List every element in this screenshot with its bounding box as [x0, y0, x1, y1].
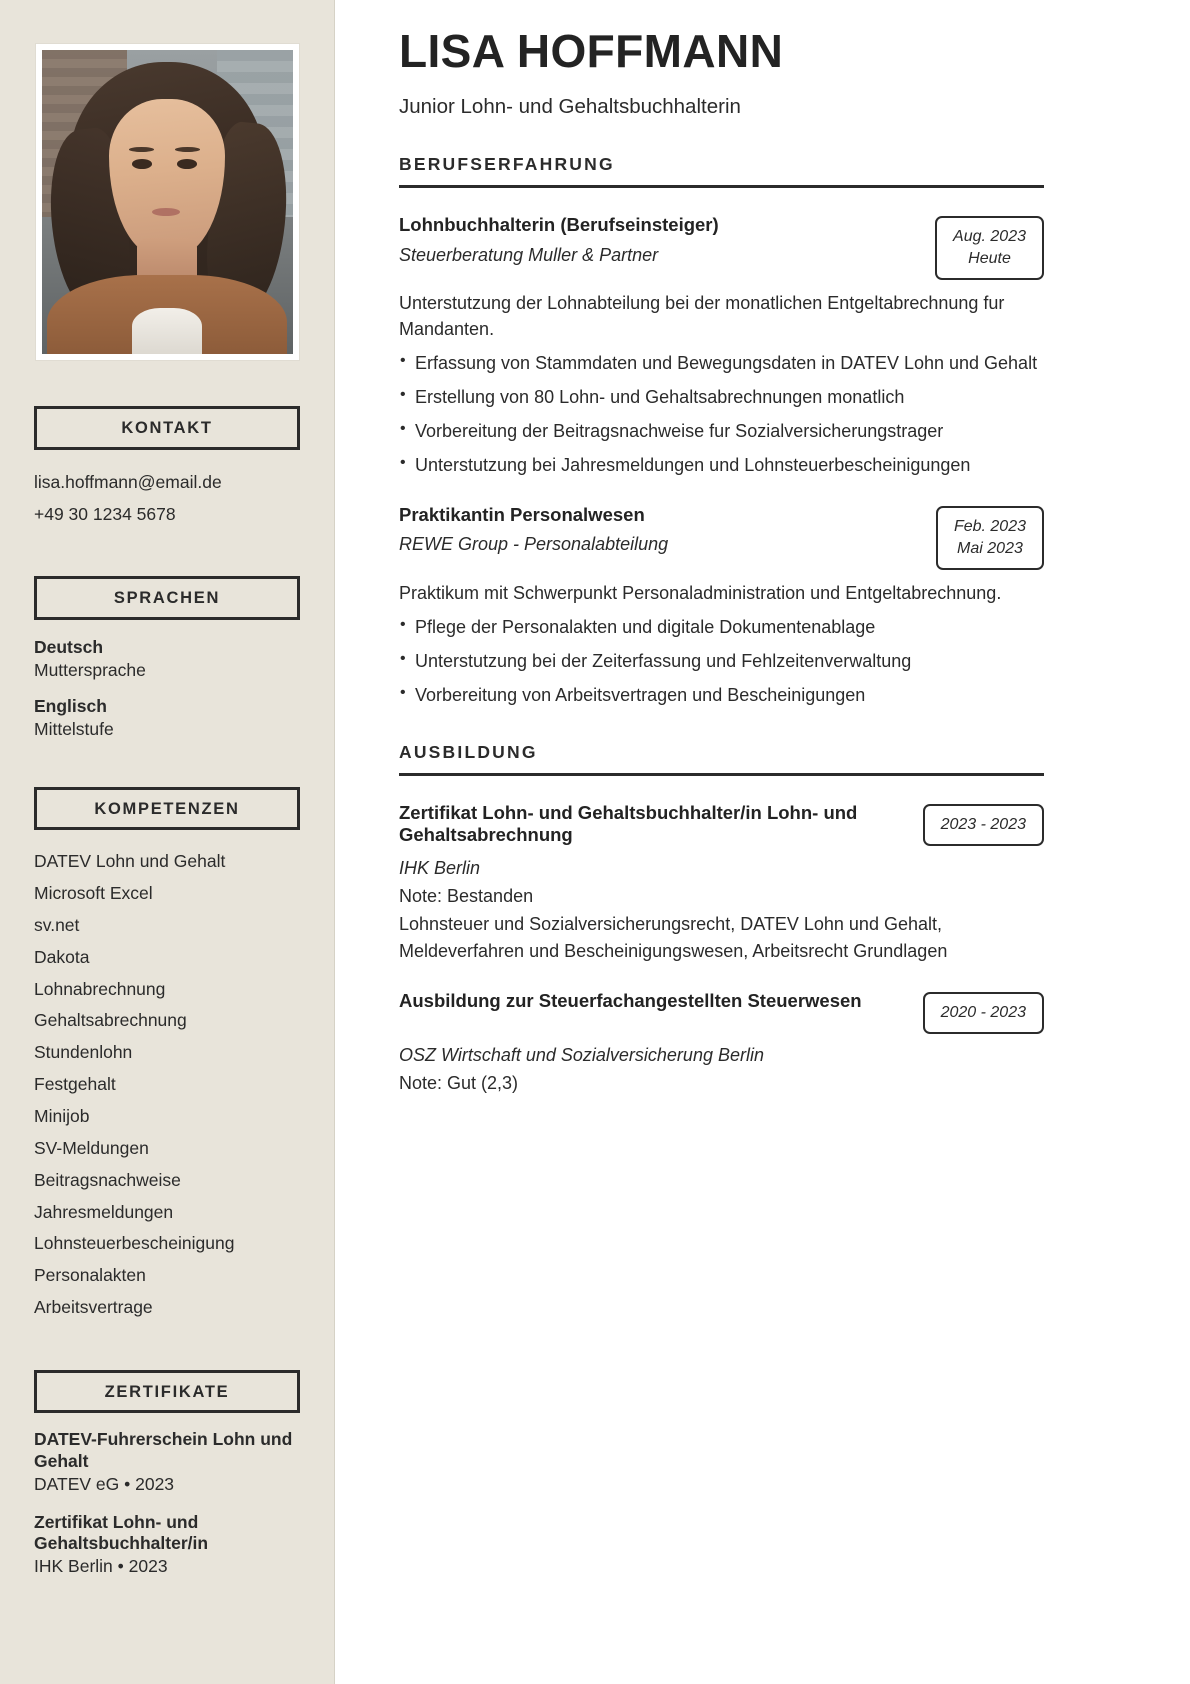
- list-item: • Vorbereitung der Beitragsnachweise fur Sozialversicherungstrager: [399, 419, 1044, 444]
- list-item: [34, 1429, 300, 1495]
- main-content: [335, 0, 1190, 1684]
- list-item: [34, 636, 300, 682]
- contact-list: [34, 466, 300, 531]
- certificate-name: Zertifikat Lohn- und Gehaltsbuchhalter/in: [34, 1511, 209, 1554]
- page-title: LISA HOFFMANN: [399, 25, 784, 77]
- date-badge: [935, 216, 1044, 280]
- contact-phone[interactable]: +49 30 1234 5678: [34, 503, 176, 524]
- entry-title: Ausbildung zur Steuerfachangestellten Steuerwesen: [399, 990, 862, 1012]
- list-item: • Unterstutzung bei der Zeiterfassung und Fehlzeitenverwaltung: [399, 649, 1044, 674]
- entry-bullets: [399, 351, 1044, 477]
- list-item: • Erfassung von Stammdaten und Bewegungsdaten in DATEV Lohn und Gehalt: [399, 351, 1044, 376]
- skills-list: [34, 846, 300, 1324]
- list-item: Festgehalt: [34, 1074, 116, 1095]
- date-badge: [936, 506, 1044, 570]
- list-item: [34, 1512, 300, 1578]
- date-from: Aug. 2023: [953, 228, 1026, 246]
- language-name: Deutsch: [34, 636, 104, 657]
- list-item: SV-Meldungen: [34, 1137, 149, 1158]
- list-item: Jahresmeldungen: [34, 1201, 174, 1222]
- section-heading-education: AUSBILDUNG: [399, 742, 1044, 776]
- list-item: Beitragsnachweise: [34, 1169, 181, 1190]
- education-entry: [399, 990, 1044, 1096]
- entry-detail: Note: Gut (2,3): [399, 1072, 519, 1093]
- date-to: Mai 2023: [957, 539, 1023, 557]
- entry-detail: Lohnsteuer und Sozialversicherungsrecht, DATEV Lohn und Gehalt,: [399, 913, 942, 934]
- list-item: • Unterstutzung bei Jahresmeldungen und Lohnsteuerbescheinigungen: [399, 453, 1044, 478]
- entry-description: Unterstutzung der Lohnabteilung bei der monatlichen Entgeltabrechnung fur Mandanten.: [399, 293, 1005, 339]
- experience-entry: [399, 214, 1044, 478]
- portrait-photo: [42, 50, 293, 354]
- entry-title: Praktikantin Personalwesen: [399, 503, 645, 525]
- sidebar: [0, 0, 335, 1684]
- contact-email[interactable]: lisa.hoffmann@email.de: [34, 471, 222, 492]
- section-heading-experience: BERUFSERFAHRUNG: [399, 154, 1044, 188]
- list-item: Minijob: [34, 1106, 90, 1126]
- list-item: Lohnsteuerbescheinigung: [34, 1233, 235, 1254]
- list-item: Gehaltsabrechnung: [34, 1010, 187, 1031]
- education-entry: [399, 802, 1044, 964]
- certificate-meta: IHK Berlin • 2023: [34, 1555, 168, 1576]
- list-item: • Pflege der Personalakten und digitale Dokumentenablage: [399, 615, 1044, 640]
- list-item: Arbeitsvertrage: [34, 1297, 153, 1318]
- entry-organization: Steuerberatung Muller & Partner: [399, 244, 659, 265]
- date-range: 2023 - 2023: [940, 815, 1026, 833]
- avatar: [36, 44, 299, 360]
- date-from: Feb. 2023: [953, 517, 1026, 535]
- sidebar-heading-sprachen: SPRACHEN: [34, 576, 300, 620]
- entry-institution: OSZ Wirtschaft und Sozialversicherung Berlin: [399, 1045, 764, 1066]
- entry-detail: Meldeverfahren und Bescheinigungswesen, Arbeitsrecht Grundlagen: [399, 941, 948, 962]
- list-item: Stundenlohn: [34, 1042, 133, 1063]
- list-item: Lohnabrechnung: [34, 978, 166, 999]
- experience-entry: [399, 504, 1044, 708]
- list-item: Microsoft Excel: [34, 883, 153, 904]
- list-item: [34, 695, 300, 741]
- entry-organization: REWE Group - Personalabteilung: [399, 534, 669, 555]
- date-badge: [923, 804, 1044, 846]
- entry-description: Praktikum mit Schwerpunkt Personaladministration und Entgeltabrechnung.: [399, 582, 1002, 603]
- list-item: • Erstellung von 80 Lohn- und Gehaltsabrechnungen monatlich: [399, 385, 1044, 410]
- sidebar-heading-kontakt: KONTAKT: [34, 406, 300, 450]
- entry-institution: IHK Berlin: [399, 858, 481, 879]
- list-item: Dakota: [34, 946, 90, 967]
- languages-list: [34, 636, 300, 741]
- language-name: Englisch: [34, 696, 107, 717]
- language-level: Mittelstufe: [34, 719, 114, 739]
- list-item: DATEV Lohn und Gehalt: [34, 851, 226, 872]
- date-range: 2020 - 2023: [940, 1004, 1026, 1022]
- entry-detail: Note: Bestanden: [399, 885, 534, 906]
- language-level: Muttersprache: [34, 659, 146, 680]
- date-to: Heute: [968, 250, 1011, 268]
- list-item: • Vorbereitung von Arbeitsvertragen und Bescheinigungen: [399, 683, 1044, 708]
- certificate-name: DATEV-Fuhrerschein Lohn und Gehalt: [34, 1429, 293, 1472]
- sidebar-heading-zertifikate: ZERTIFIKATE: [34, 1370, 300, 1414]
- list-item: sv.net: [34, 914, 80, 935]
- entry-title: Lohnbuchhalterin (Berufseinsteiger): [399, 214, 719, 236]
- job-title: Junior Lohn- und Gehaltsbuchhalterin: [399, 94, 741, 118]
- list-item: Personalakten: [34, 1265, 146, 1286]
- certificate-meta: DATEV eG • 2023: [34, 1473, 175, 1494]
- sidebar-heading-kompetenzen: KOMPETENZEN: [34, 787, 300, 831]
- certificates-list: [34, 1429, 300, 1577]
- entry-bullets: [399, 615, 1044, 707]
- date-badge: [923, 992, 1044, 1034]
- entry-title: Zertifikat Lohn- und Gehaltsbuchhalter/in Lohn- und Gehaltsabrechnung: [399, 801, 858, 846]
